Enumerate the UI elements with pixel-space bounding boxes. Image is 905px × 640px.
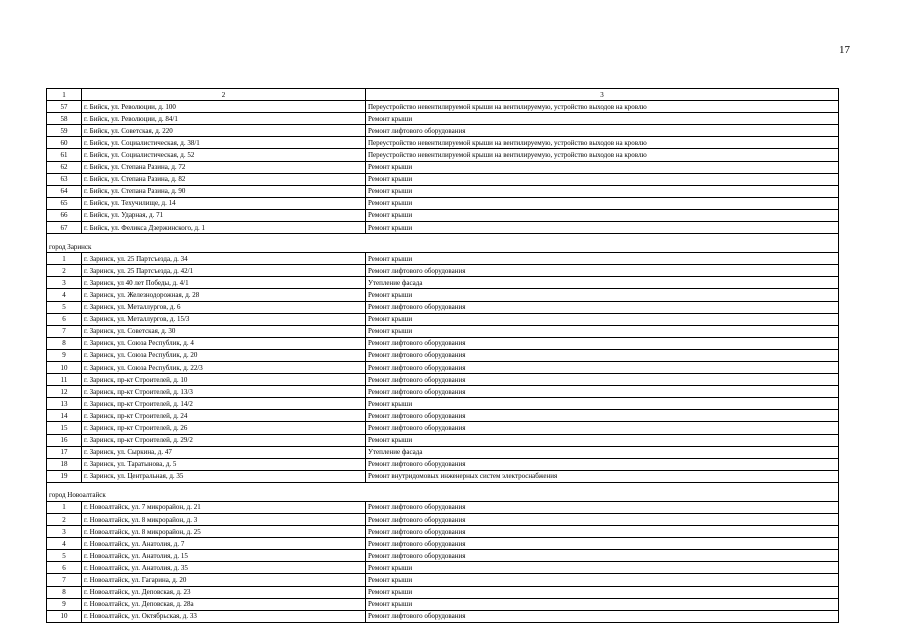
table-row (47, 550, 839, 562)
work-type-cell: Ремонт крыши (366, 222, 839, 234)
address-cell: г. Заринск, пр-кт Строителей, д. 24 (82, 410, 366, 422)
work-type-cell: Ремонт крыши (366, 562, 839, 574)
table-row (47, 277, 839, 289)
row-number: 10 (47, 610, 82, 622)
work-type-cell: Переустройство невентилируемой крыши на вентилируемую, устройство выходов на кровлю (366, 137, 839, 149)
work-type-cell: Ремонт лифтового оборудования (366, 422, 839, 434)
address-cell: г. Бийск, ул. Феликса Дзержинского, д. 1 (82, 222, 366, 234)
row-number: 67 (47, 222, 82, 234)
table-row (47, 361, 839, 373)
row-number: 17 (47, 446, 82, 458)
table-row (47, 386, 839, 398)
address-cell: г. Заринск, ул 40 лет Победы, д. 4/1 (82, 277, 366, 289)
work-type-cell: Ремонт лифтового оборудования (366, 125, 839, 137)
table-row (47, 398, 839, 410)
row-number: 16 (47, 434, 82, 446)
table-row (47, 538, 839, 550)
row-number: 7 (47, 325, 82, 337)
work-type-cell: Утепление фасада (366, 446, 839, 458)
address-cell: г. Новоалтайск, ул. Гагарина, д. 20 (82, 574, 366, 586)
spacer-cell (47, 482, 839, 490)
address-cell: г. Заринск, пр-кт Строителей, д. 10 (82, 374, 366, 386)
address-cell: г. Заринск, ул. Сыркина, д. 47 (82, 446, 366, 458)
row-number: 64 (47, 185, 82, 197)
row-number: 4 (47, 289, 82, 301)
work-type-cell: Ремонт крыши (366, 185, 839, 197)
row-number: 7 (47, 574, 82, 586)
table-row (47, 374, 839, 386)
row-number: 9 (47, 598, 82, 610)
address-cell: г. Заринск, ул. Железнодорожная, д. 28 (82, 289, 366, 301)
row-number: 13 (47, 398, 82, 410)
work-type-cell: Ремонт крыши (366, 289, 839, 301)
row-number: 3 (47, 526, 82, 538)
table-row (47, 349, 839, 361)
header-cell: 2 (82, 89, 366, 101)
row-number: 15 (47, 422, 82, 434)
table-row (47, 137, 839, 149)
address-cell: г. Новоалтайск, ул. Анатолия, д. 7 (82, 538, 366, 550)
work-type-cell: Ремонт крыши (366, 313, 839, 325)
header-cell: 1 (47, 89, 82, 101)
table-row (47, 197, 839, 209)
table-row (47, 265, 839, 277)
table-row (47, 501, 839, 513)
work-type-cell: Ремонт крыши (366, 113, 839, 125)
work-type-cell: Ремонт крыши (366, 173, 839, 185)
work-type-cell: Ремонт крыши (366, 574, 839, 586)
address-cell: г. Новоалтайск, ул. Октябрьская, д. 33 (82, 610, 366, 622)
address-cell: г. Новоалтайск, ул. 8 микрорайон, д. 25 (82, 526, 366, 538)
row-number: 8 (47, 337, 82, 349)
row-number: 1 (47, 253, 82, 265)
table-row (47, 562, 839, 574)
table-row (47, 173, 839, 185)
row-number: 1 (47, 501, 82, 513)
row-number: 10 (47, 361, 82, 373)
work-type-cell: Ремонт крыши (366, 161, 839, 173)
repair-table-body (47, 89, 839, 623)
section-title: город Заринск (47, 241, 839, 253)
address-cell: г. Новоалтайск, ул. 8 микрорайон, д. 3 (82, 514, 366, 526)
work-type-cell: Ремонт внутридомовых инженерных систем электроснабжения (366, 470, 839, 482)
row-number: 60 (47, 137, 82, 149)
row-number: 61 (47, 149, 82, 161)
work-type-cell: Переустройство невентилируемой крыши на вентилируемую, устройство выходов на кровлю (366, 149, 839, 161)
address-cell: г. Заринск, ул. Металлургов, д. 6 (82, 301, 366, 313)
work-type-cell: Ремонт лифтового оборудования (366, 361, 839, 373)
address-cell: г. Новоалтайск, ул. 7 микрорайон, д. 21 (82, 501, 366, 513)
row-number: 19 (47, 470, 82, 482)
address-cell: г. Заринск, пр-кт Строителей, д. 29/2 (82, 434, 366, 446)
address-cell: г. Бийск, ул. Революции, д. 100 (82, 101, 366, 113)
table-row (47, 434, 839, 446)
section-spacer (47, 234, 839, 242)
row-number: 6 (47, 313, 82, 325)
table-row (47, 514, 839, 526)
row-number: 65 (47, 197, 82, 209)
row-number: 62 (47, 161, 82, 173)
row-number: 58 (47, 113, 82, 125)
section-title: город Новоалтайск (47, 490, 839, 502)
row-number: 5 (47, 301, 82, 313)
row-number: 3 (47, 277, 82, 289)
row-number: 11 (47, 374, 82, 386)
work-type-cell: Ремонт лифтового оборудования (366, 410, 839, 422)
address-cell: г. Бийск, ул. Революции, д. 84/1 (82, 113, 366, 125)
row-number: 9 (47, 349, 82, 361)
row-number: 8 (47, 586, 82, 598)
table-row (47, 325, 839, 337)
work-type-cell: Ремонт лифтового оборудования (366, 301, 839, 313)
work-type-cell: Ремонт лифтового оборудования (366, 538, 839, 550)
row-number: 2 (47, 265, 82, 277)
row-number: 2 (47, 514, 82, 526)
work-type-cell: Ремонт крыши (366, 197, 839, 209)
address-cell: г. Заринск, ул. 25 Партсъезда, д. 42/1 (82, 265, 366, 277)
address-cell: г. Заринск, ул. 25 Партсъезда, д. 34 (82, 253, 366, 265)
row-number: 66 (47, 209, 82, 221)
address-cell: г. Заринск, ул. Металлургов, д. 15/3 (82, 313, 366, 325)
work-type-cell: Ремонт крыши (366, 586, 839, 598)
address-cell: г. Заринск, ул. Союза Республик, д. 4 (82, 337, 366, 349)
section-title-row (47, 490, 839, 502)
address-cell: г. Заринск, пр-кт Строителей, д. 26 (82, 422, 366, 434)
table-row (47, 610, 839, 622)
address-cell: г. Бийск, ул. Степана Разина, д. 72 (82, 161, 366, 173)
address-cell: г. Новоалтайск, ул. Деповская, д. 23 (82, 586, 366, 598)
table-row (47, 113, 839, 125)
row-number: 14 (47, 410, 82, 422)
table-row (47, 125, 839, 137)
table-row (47, 422, 839, 434)
work-type-cell: Ремонт крыши (366, 209, 839, 221)
table-row (47, 161, 839, 173)
table-row (47, 209, 839, 221)
row-number: 6 (47, 562, 82, 574)
repair-table (46, 88, 839, 623)
work-type-cell: Ремонт лифтового оборудования (366, 374, 839, 386)
address-cell: г. Бийск, ул. Степана Разина, д. 82 (82, 173, 366, 185)
table-row (47, 410, 839, 422)
table-row (47, 586, 839, 598)
section-spacer (47, 482, 839, 490)
page-number: 17 (839, 44, 850, 56)
work-type-cell: Ремонт лифтового оборудования (366, 526, 839, 538)
work-type-cell: Ремонт крыши (366, 253, 839, 265)
row-number: 63 (47, 173, 82, 185)
work-type-cell: Утепление фасада (366, 277, 839, 289)
table-row (47, 458, 839, 470)
address-cell: г. Новоалтайск, ул. Анатолия, д. 15 (82, 550, 366, 562)
row-number: 4 (47, 538, 82, 550)
address-cell: г. Новоалтайск, ул. Анатолия, д. 35 (82, 562, 366, 574)
address-cell: г. Бийск, ул. Ударная, д. 71 (82, 209, 366, 221)
table-row (47, 149, 839, 161)
header-cell: 3 (366, 89, 839, 101)
table-row (47, 301, 839, 313)
work-type-cell: Ремонт лифтового оборудования (366, 337, 839, 349)
table-row (47, 470, 839, 482)
work-type-cell: Ремонт лифтового оборудования (366, 501, 839, 513)
work-type-cell: Ремонт лифтового оборудования (366, 265, 839, 277)
address-cell: г. Новоалтайск, ул. Деповская, д. 28а (82, 598, 366, 610)
spacer-cell (47, 234, 839, 242)
row-number: 5 (47, 550, 82, 562)
work-type-cell: Переустройство невентилируемой крыши на вентилируемую, устройство выходов на кровлю (366, 101, 839, 113)
work-type-cell: Ремонт лифтового оборудования (366, 514, 839, 526)
table-row (47, 253, 839, 265)
work-type-cell: Ремонт лифтового оборудования (366, 610, 839, 622)
work-type-cell: Ремонт крыши (366, 325, 839, 337)
table-row (47, 101, 839, 113)
row-number: 59 (47, 125, 82, 137)
row-number: 57 (47, 101, 82, 113)
work-type-cell: Ремонт лифтового оборудования (366, 349, 839, 361)
work-type-cell: Ремонт крыши (366, 598, 839, 610)
address-cell: г. Бийск, ул. Степана Разина, д. 90 (82, 185, 366, 197)
table-row (47, 446, 839, 458)
table-row (47, 598, 839, 610)
address-cell: г. Бийск, ул. Социалистическая, д. 52 (82, 149, 366, 161)
work-type-cell: Ремонт лифтового оборудования (366, 550, 839, 562)
table-row (47, 574, 839, 586)
address-cell: г. Заринск, ул. Союза Республик, д. 20 (82, 349, 366, 361)
address-cell: г. Бийск, ул. Техучилище, д. 14 (82, 197, 366, 209)
table-row (47, 337, 839, 349)
work-type-cell: Ремонт крыши (366, 434, 839, 446)
row-number: 18 (47, 458, 82, 470)
address-cell: г. Бийск, ул. Советская, д. 220 (82, 125, 366, 137)
work-type-cell: Ремонт лифтового оборудования (366, 458, 839, 470)
table-header-row (47, 89, 839, 101)
address-cell: г. Бийск, ул. Социалистическая, д. 38/1 (82, 137, 366, 149)
address-cell: г. Заринск, пр-кт Строителей, д. 14/2 (82, 398, 366, 410)
work-type-cell: Ремонт крыши (366, 398, 839, 410)
table-row (47, 222, 839, 234)
table-row (47, 526, 839, 538)
address-cell: г. Заринск, ул. Центральная, д. 35 (82, 470, 366, 482)
work-type-cell: Ремонт лифтового оборудования (366, 386, 839, 398)
table-row (47, 185, 839, 197)
address-cell: г. Заринск, пр-кт Строителей, д. 13/3 (82, 386, 366, 398)
table-row (47, 289, 839, 301)
address-cell: г. Заринск, ул. Союза Республик, д. 22/3 (82, 361, 366, 373)
address-cell: г. Заринск, ул. Таратынова, д. 5 (82, 458, 366, 470)
section-title-row (47, 241, 839, 253)
row-number: 12 (47, 386, 82, 398)
table-row (47, 313, 839, 325)
address-cell: г. Заринск, ул. Советская, д. 30 (82, 325, 366, 337)
